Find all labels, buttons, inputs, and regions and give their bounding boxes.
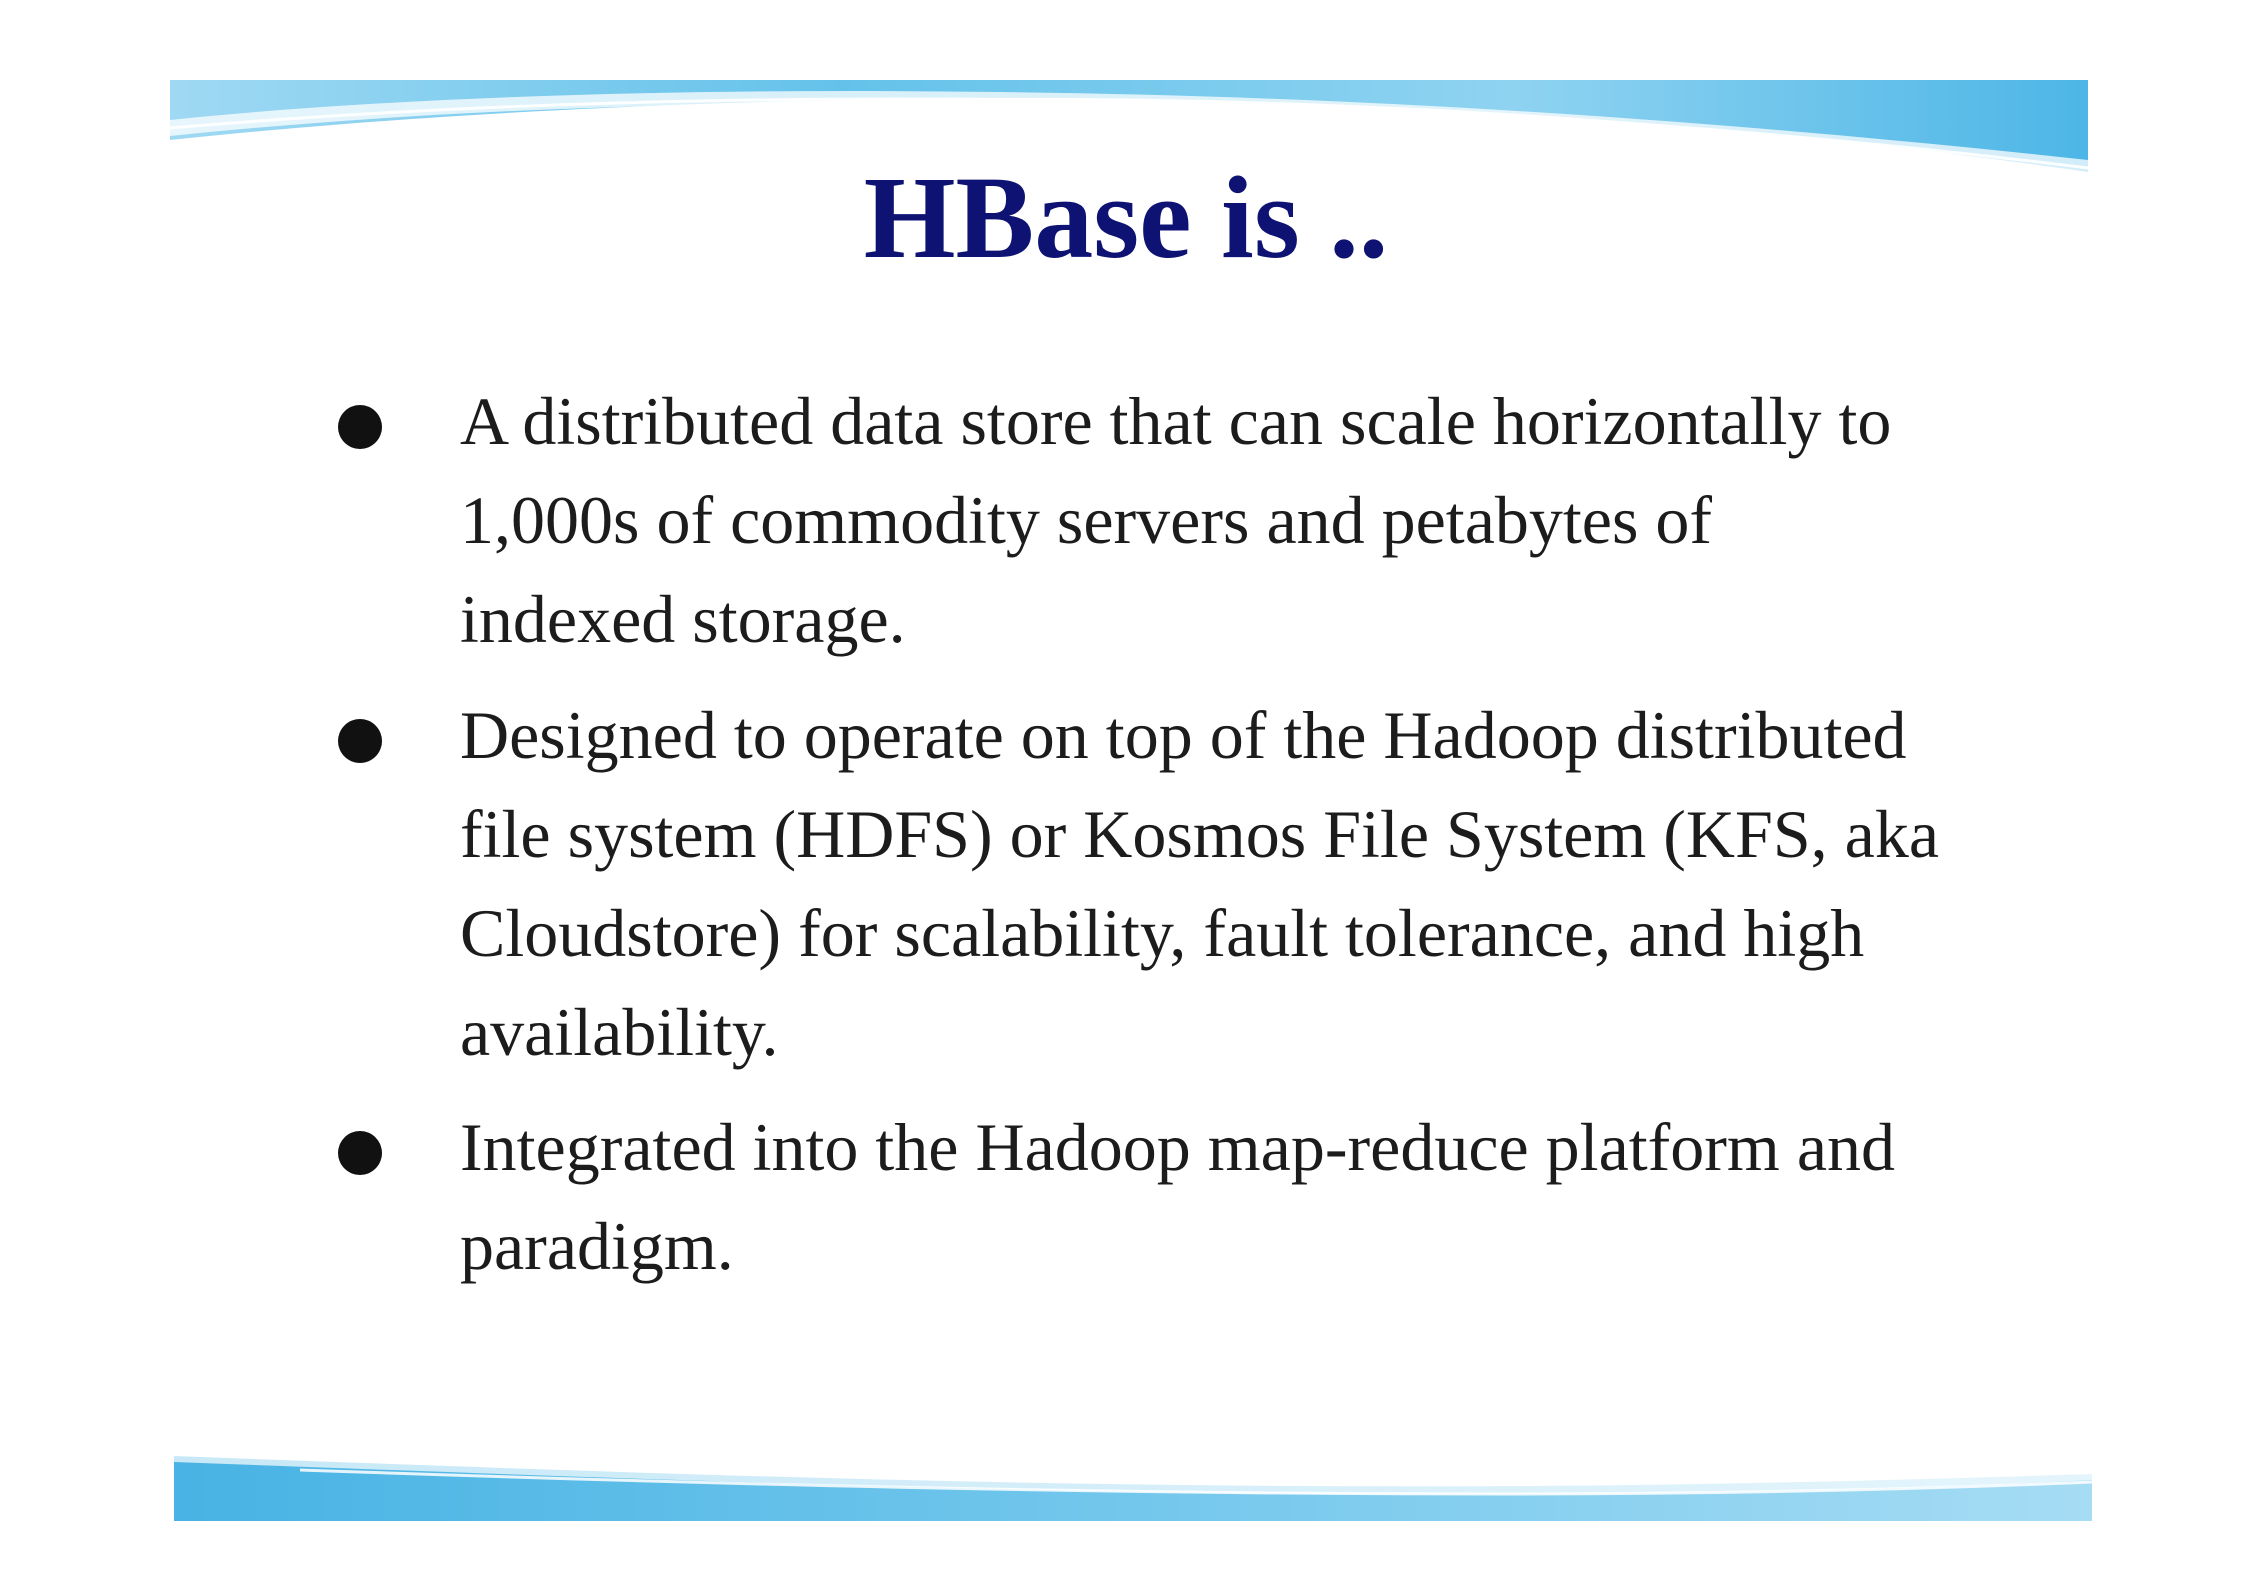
- bullet-text: Designed to operate on top of the Hadoop distributed file system (HDFS) or Kosmos File System (KFS, aka Cloudstore) for scalability, fault tolerance, and high availability.: [460, 697, 1939, 1070]
- slide-title: HBase is ..: [863, 152, 1389, 283]
- bullet-item: [460, 1098, 1940, 1296]
- filled-circle-bullet-icon: [338, 719, 382, 763]
- bullet-item: [460, 686, 1940, 1082]
- filled-circle-bullet-icon: [338, 405, 382, 449]
- bullet-text: A distributed data store that can scale horizontally to 1,000s of commodity servers and petabytes of indexed storage.: [460, 383, 1892, 657]
- bullet-item: [460, 372, 1940, 669]
- bullet-text: Integrated into the Hadoop map-reduce platform and paradigm.: [460, 1109, 1896, 1284]
- filled-circle-bullet-icon: [338, 1131, 382, 1175]
